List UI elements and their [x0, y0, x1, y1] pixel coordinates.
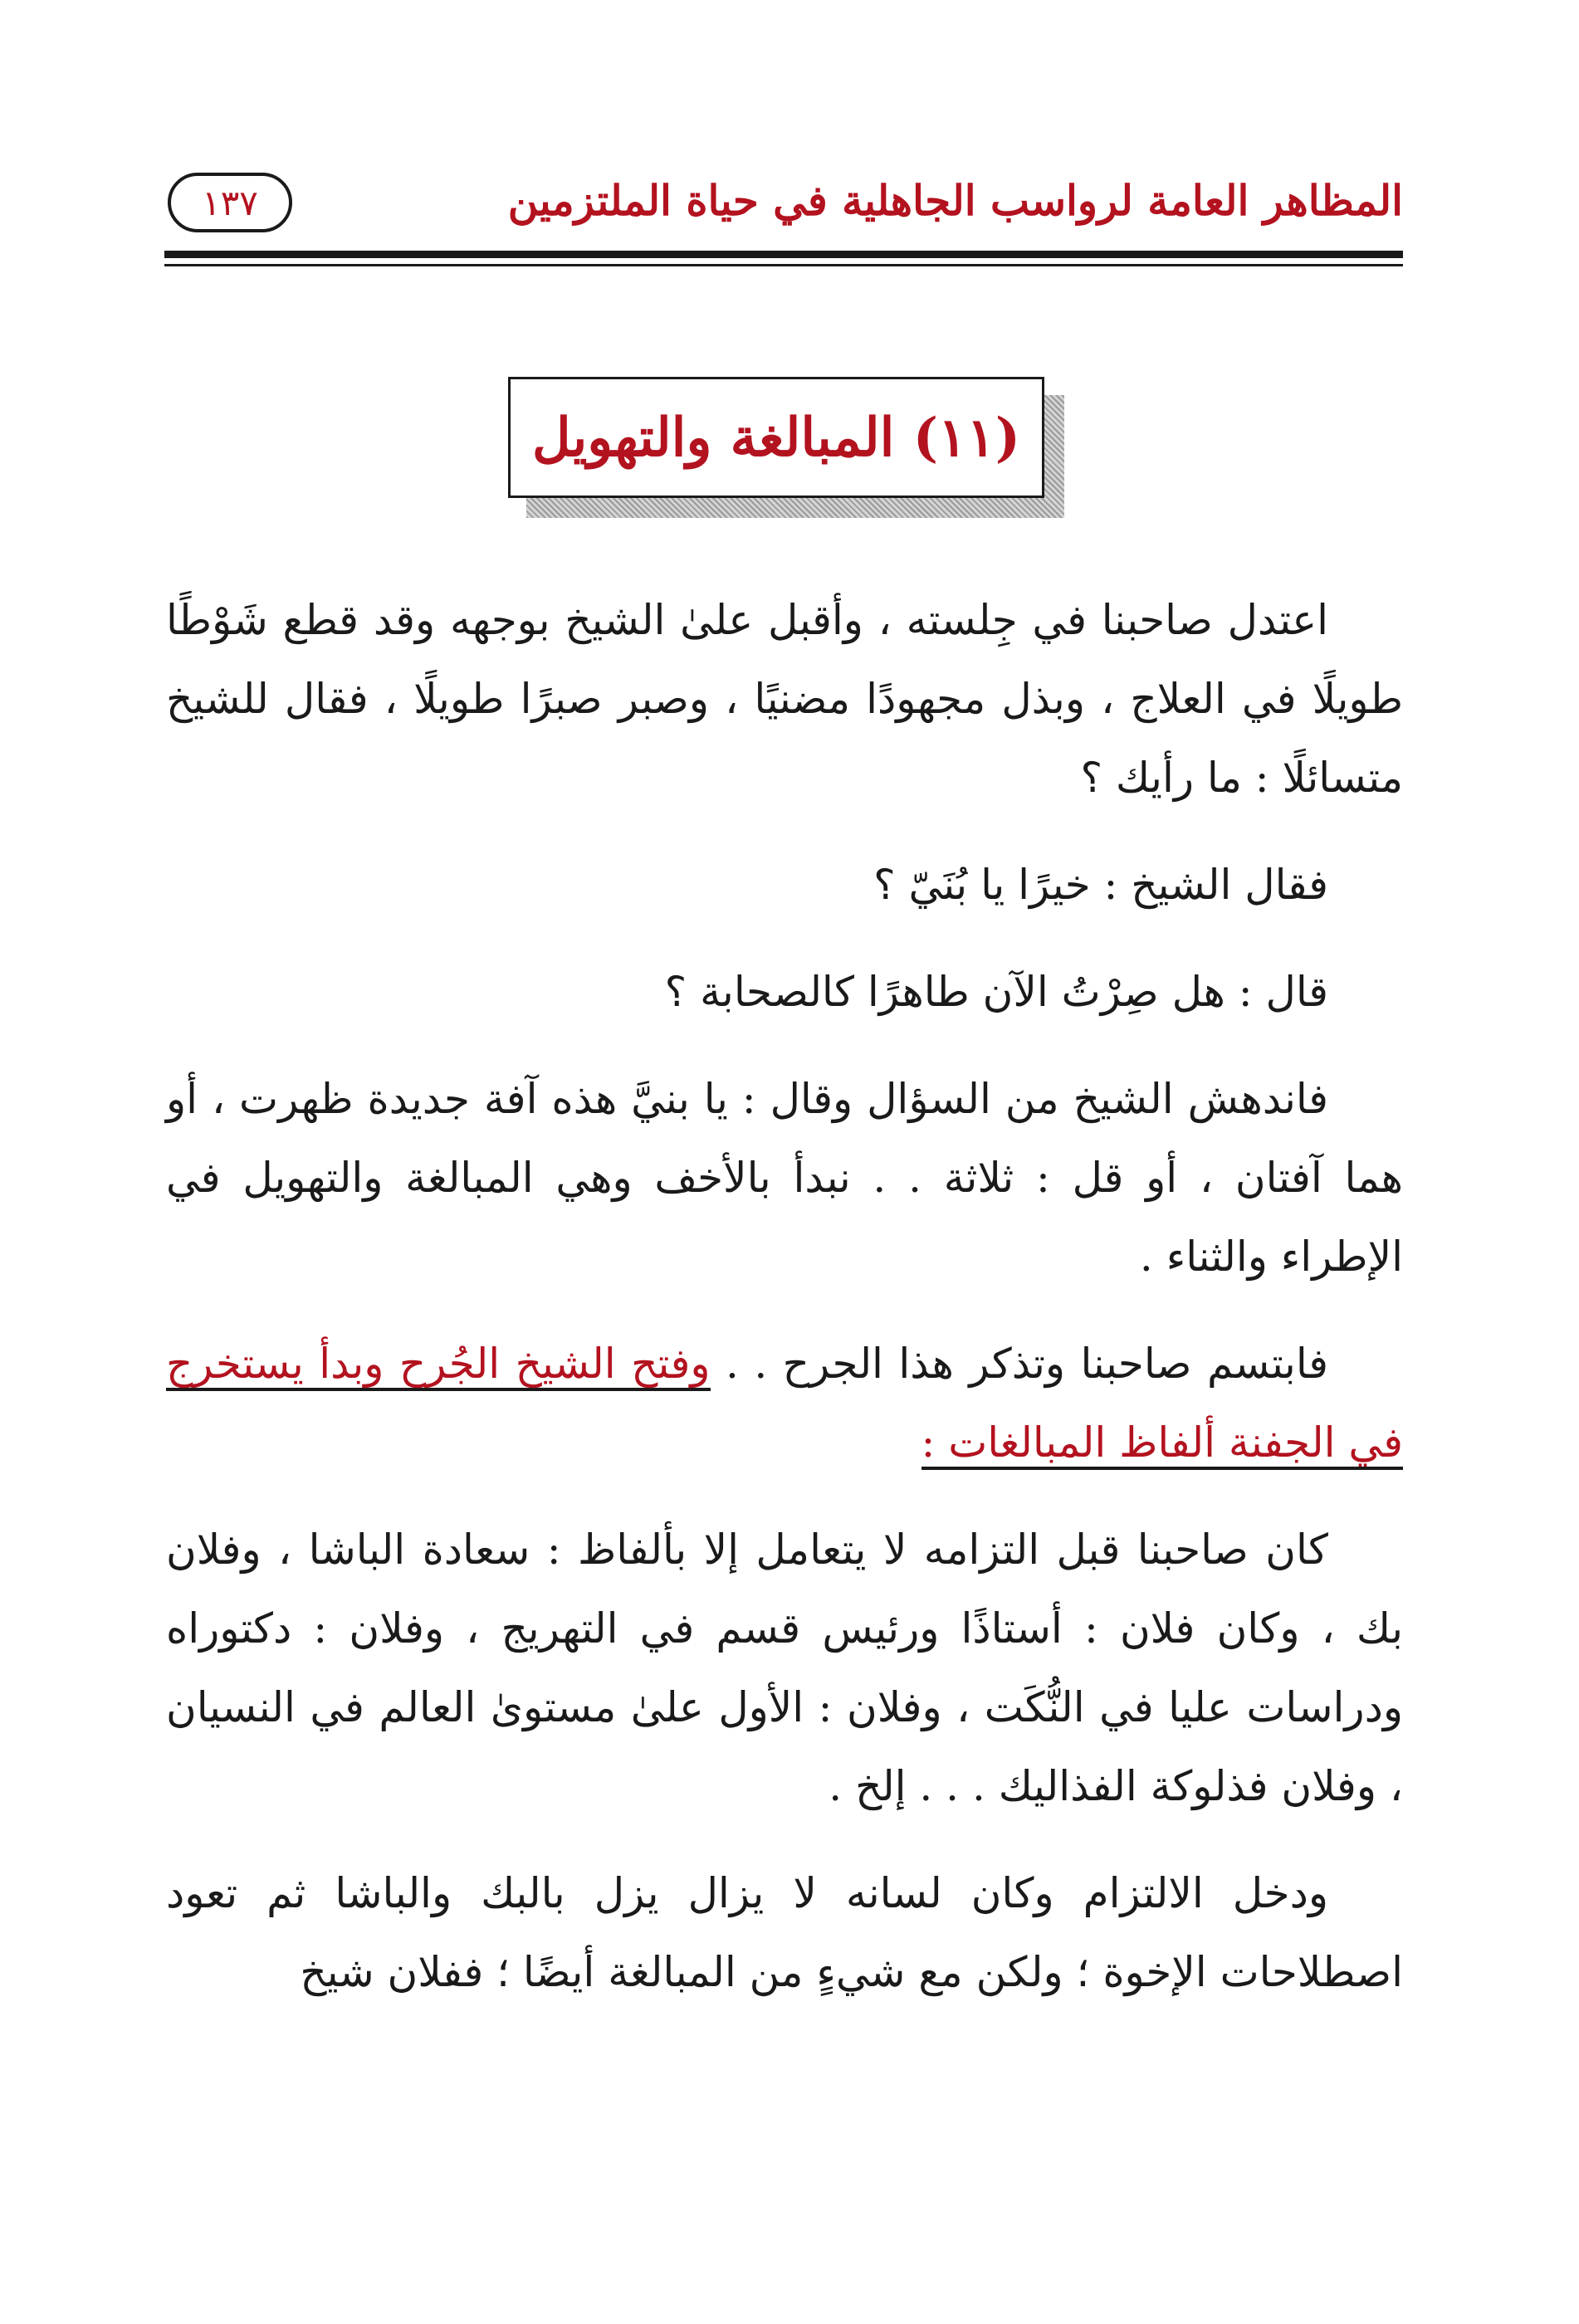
section-heading-box: [508, 377, 1044, 498]
paragraph-5-text: فابتسم صاحبنا وتذكر هذا الجرح . .: [725, 1340, 1328, 1388]
section-heading: (١١) المبالغة والتهويل: [532, 406, 1020, 469]
paragraph-4: فاندهش الشيخ من السؤال وقال : يا بنيَّ هذه آفة جديدة ظهرت ، أو هما آفتان ، أو قل : ثلاثة . . نبدأ بالأخف وهي المبالغة والتهويل في الإطراء والثناء .: [166, 1075, 1403, 1281]
page-header: [164, 164, 1403, 247]
running-title: المظاهر العامة لرواسب الجاهلية في حياة الملتزمين: [507, 176, 1403, 225]
page-number: ١٣٧: [168, 173, 292, 232]
body-text: [166, 581, 1403, 2040]
paragraph-2: فقال الشيخ : خيرًا يا بُنَيّ ؟: [873, 861, 1328, 909]
header-rule-thick: [164, 251, 1403, 258]
paragraph-7: ودخل الالتزام وكان لسانه لا يزال يزل بالبك والباشا ثم تعود اصطلاحات الإخوة ؛ ولكن مع شيءٍ من المبالغة أيضًا ؛ ففلان شيخ: [166, 1869, 1403, 1996]
paragraph-1: اعتدل صاحبنا في جِلسته ، وأقبل علىٰ الشيخ بوجهه وقد قطع شَوْطًا طويلًا في العلاج ، وبذل مجهودًا مضنيًا ، وصبر صبرًا طويلًا ، فقال للشيخ متسائلًا : ما رأيك ؟: [166, 596, 1403, 802]
highlighted-phrase: وفتح الشيخ الجُرح وبدأ يستخرج في الجفنة ألفاظ المبالغات :: [166, 1340, 1403, 1470]
paragraph-5: [166, 1325, 1403, 1482]
paragraph-6: كان صاحبنا قبل التزامه لا يتعامل إلا بألفاظ : سعادة الباشا ، وفلان بك ، وكان فلان : أستاذًا ورئيس قسم في التهريج ، وفلان : دكتوراه ودراسات عليا في النُّكَت ، وفلان : الأول علىٰ مستوىٰ العالم في النسيان ، وفلان فذلوكة الفذاليك . . . إلخ .: [166, 1526, 1403, 1810]
paragraph-3: قال : هل صِرْتُ الآن طاهرًا كالصحابة ؟: [664, 968, 1328, 1016]
section-heading-frame: [508, 377, 1064, 518]
header-rule-thin: [164, 264, 1403, 266]
